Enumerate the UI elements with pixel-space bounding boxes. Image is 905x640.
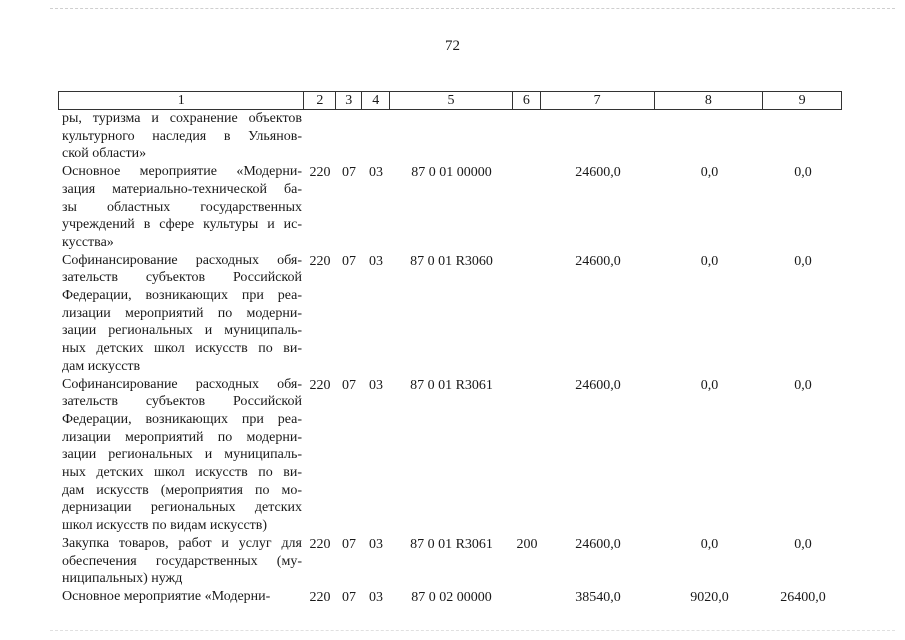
cell-name-line: ниципальных) нужд: [62, 571, 183, 587]
cell-c4: 03: [369, 589, 383, 605]
cell-name-line: обеспечения государственных (му-: [62, 553, 302, 569]
cell-name: [58, 535, 304, 588]
table-row: [58, 252, 842, 376]
cell-c7: 24600,0: [575, 253, 621, 269]
cell-c3: [336, 110, 362, 111]
cell-name: [58, 588, 304, 606]
cell-c7: 24600,0: [575, 165, 621, 181]
page-number: 72: [445, 38, 460, 54]
cell-c2: 220: [309, 536, 331, 552]
cell-c5: 87 0 01 00000: [411, 165, 492, 181]
cell-name-line: учреждений в сфере культуры и ис-: [62, 217, 302, 233]
table-row: [58, 588, 842, 607]
cell-c3: 07: [342, 253, 356, 269]
cell-c8: 0,0: [700, 377, 719, 393]
cell-name-line: дам искусств: [62, 358, 141, 374]
cell-c6: [513, 163, 541, 164]
header-col-9: 9: [798, 93, 806, 108]
header-col-3: 3: [336, 92, 362, 109]
cell-c9: 0,0: [794, 377, 812, 393]
cell-name: [58, 252, 304, 376]
cell-c4: [362, 110, 390, 111]
cell-c8: [655, 110, 764, 111]
cell-name-line: культурного наследия в Ульянов-: [62, 128, 302, 144]
cell-name-line: зации региональных и муниципаль-: [62, 323, 302, 339]
cell-c7: 24600,0: [575, 536, 621, 552]
cell-name-line: кусства»: [62, 234, 114, 250]
cell-c5: 87 0 01 R3061: [410, 536, 493, 552]
cell-c5: [390, 110, 513, 111]
header-col-6: 6: [513, 92, 541, 109]
cell-c5: 87 0 01 R3060: [410, 253, 493, 269]
cell-c9: 26400,0: [780, 589, 826, 605]
cell-c6: 200: [516, 536, 538, 552]
cell-c6: [513, 588, 541, 589]
table-header: [58, 91, 842, 110]
cell-name-line: зации региональных и муниципаль-: [62, 447, 302, 463]
cell-name-line: дам искусств (мероприятия по мо-: [62, 482, 302, 498]
cell-name: [58, 163, 304, 252]
cell-c6: [513, 252, 541, 253]
cell-c2: 220: [309, 589, 331, 605]
cell-name-line: Федерации, возникающих при реа-: [62, 288, 302, 304]
cell-c9: 0,0: [794, 536, 812, 552]
cell-c7: [541, 110, 655, 111]
table-row: [58, 535, 842, 588]
cell-c4: 03: [369, 377, 383, 393]
scan-artifact-top: [50, 8, 895, 10]
cell-c2: [304, 110, 336, 111]
cell-c9: 0,0: [794, 165, 812, 181]
cell-c9: [764, 110, 842, 111]
cell-c8: 9020,0: [690, 589, 729, 605]
header-col-2: 2: [304, 92, 336, 109]
cell-c7: 24600,0: [575, 377, 621, 393]
cell-name-line: Федерации, возникающих при реа-: [62, 411, 302, 427]
cell-name-line: Софинансирование расходных обя-: [62, 252, 302, 268]
cell-c6: [513, 110, 541, 111]
header-col-1: 1: [59, 92, 304, 109]
cell-name-line: дернизации региональных детских: [62, 500, 302, 516]
cell-name: [58, 376, 304, 535]
cell-name-line: Закупка товаров, работ и услуг для: [62, 535, 302, 551]
table-body: [58, 110, 842, 607]
cell-name-line: ры, туризма и сохранение объектов: [62, 111, 302, 126]
cell-c8: 0,0: [700, 536, 719, 552]
cell-name-line: Основное мероприятие «Модерни-: [62, 588, 271, 604]
cell-name-line: школ искусств по видам искусств): [62, 518, 268, 534]
cell-c2: 220: [309, 377, 331, 393]
cell-c4: 03: [369, 165, 383, 181]
table-row: [58, 110, 842, 163]
cell-c2: 220: [309, 165, 331, 181]
cell-name-line: ных детских школ искусств по ви-: [62, 341, 302, 357]
cell-name-line: зация материально-технической ба-: [62, 181, 302, 197]
header-col-8: 8: [655, 92, 764, 109]
cell-name-line: зательств субъектов Российской: [62, 270, 302, 286]
cell-name: [58, 110, 304, 163]
header-col-7: 7: [541, 92, 655, 109]
cell-name-line: ных детских школ искусств по ви-: [62, 465, 302, 481]
cell-name-line: лизации мероприятий по модерни-: [62, 429, 302, 445]
table-row: [58, 163, 842, 252]
scan-artifact-bottom: [50, 630, 895, 632]
cell-name-line: ской области»: [62, 146, 147, 162]
cell-c9: 0,0: [794, 253, 812, 269]
table-row: [58, 376, 842, 535]
cell-name-line: зы областных государственных: [62, 199, 302, 215]
cell-c4: 03: [369, 253, 383, 269]
cell-c5: 87 0 01 R3061: [410, 377, 493, 393]
cell-c5: 87 0 02 00000: [411, 589, 492, 605]
cell-c6: [513, 376, 541, 377]
cell-name-line: Основное мероприятие «Модерни-: [62, 164, 302, 180]
cell-c3: 07: [342, 536, 356, 552]
cell-c2: 220: [309, 253, 331, 269]
cell-c8: 0,0: [700, 165, 719, 181]
cell-c3: 07: [342, 589, 356, 605]
cell-name-line: зательств субъектов Российской: [62, 394, 302, 410]
cell-c4: 03: [369, 536, 383, 552]
cell-c3: 07: [342, 377, 356, 393]
cell-c8: 0,0: [700, 253, 719, 269]
cell-name-line: лизации мероприятий по модерни-: [62, 305, 302, 321]
cell-c3: 07: [342, 165, 356, 181]
header-col-4: 4: [362, 92, 390, 109]
cell-name-line: Софинансирование расходных обя-: [62, 376, 302, 392]
header-col-5: 5: [390, 92, 513, 109]
cell-c7: 38540,0: [575, 589, 621, 605]
